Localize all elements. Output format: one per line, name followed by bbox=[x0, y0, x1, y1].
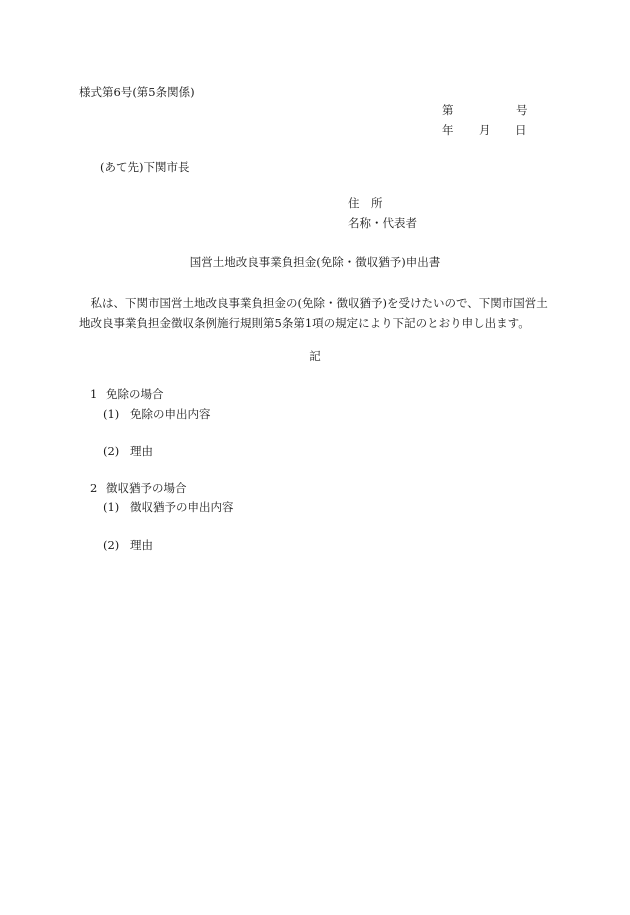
addressee: (あて先)下関市長 bbox=[100, 160, 190, 174]
date-year-label: 年 bbox=[442, 123, 454, 137]
list-item bbox=[103, 445, 153, 459]
ki-heading: 記 bbox=[309, 349, 321, 363]
item-label: 免除の申出内容 bbox=[130, 407, 211, 421]
section-title: 免除の場合 bbox=[106, 387, 164, 401]
date-day-label: 日 bbox=[515, 123, 527, 137]
item-number: (2) bbox=[103, 538, 120, 552]
item-number: (1) bbox=[103, 500, 120, 514]
section-heading bbox=[90, 388, 164, 402]
item-label: 徴収猶予の申出内容 bbox=[130, 500, 234, 514]
list-item bbox=[103, 539, 153, 553]
item-label: 理由 bbox=[130, 444, 153, 458]
document-number-label: 第 bbox=[442, 103, 454, 117]
item-label: 理由 bbox=[130, 538, 153, 552]
list-item bbox=[103, 501, 234, 515]
body-paragraph: 私は、下関市国営土地改良事業負担金の(免除・徴収猶予)を受けたいので、下関市国営土地改良事業負担金徴収条例施行規則第5条第1項の規定により下記のとおり申し出ます。 bbox=[79, 296, 548, 330]
section-number: 2 bbox=[90, 481, 98, 495]
list-item bbox=[103, 408, 211, 422]
section-heading bbox=[90, 482, 187, 496]
date-month-label: 月 bbox=[479, 123, 491, 137]
item-number: (2) bbox=[103, 444, 120, 458]
item-number: (1) bbox=[103, 407, 120, 421]
address-label: 住 所 bbox=[348, 196, 383, 210]
name-representative-label: 名称・代表者 bbox=[348, 216, 417, 230]
section-title: 徴収猶予の場合 bbox=[106, 481, 187, 495]
document-title: 国営土地改良事業負担金(免除・徴収猶予)申出書 bbox=[189, 255, 441, 269]
form-number: 様式第6号(第5条関係) bbox=[79, 85, 195, 99]
document-number-suffix: 号 bbox=[516, 103, 528, 117]
section-number: 1 bbox=[90, 387, 98, 401]
date-row bbox=[442, 124, 527, 138]
